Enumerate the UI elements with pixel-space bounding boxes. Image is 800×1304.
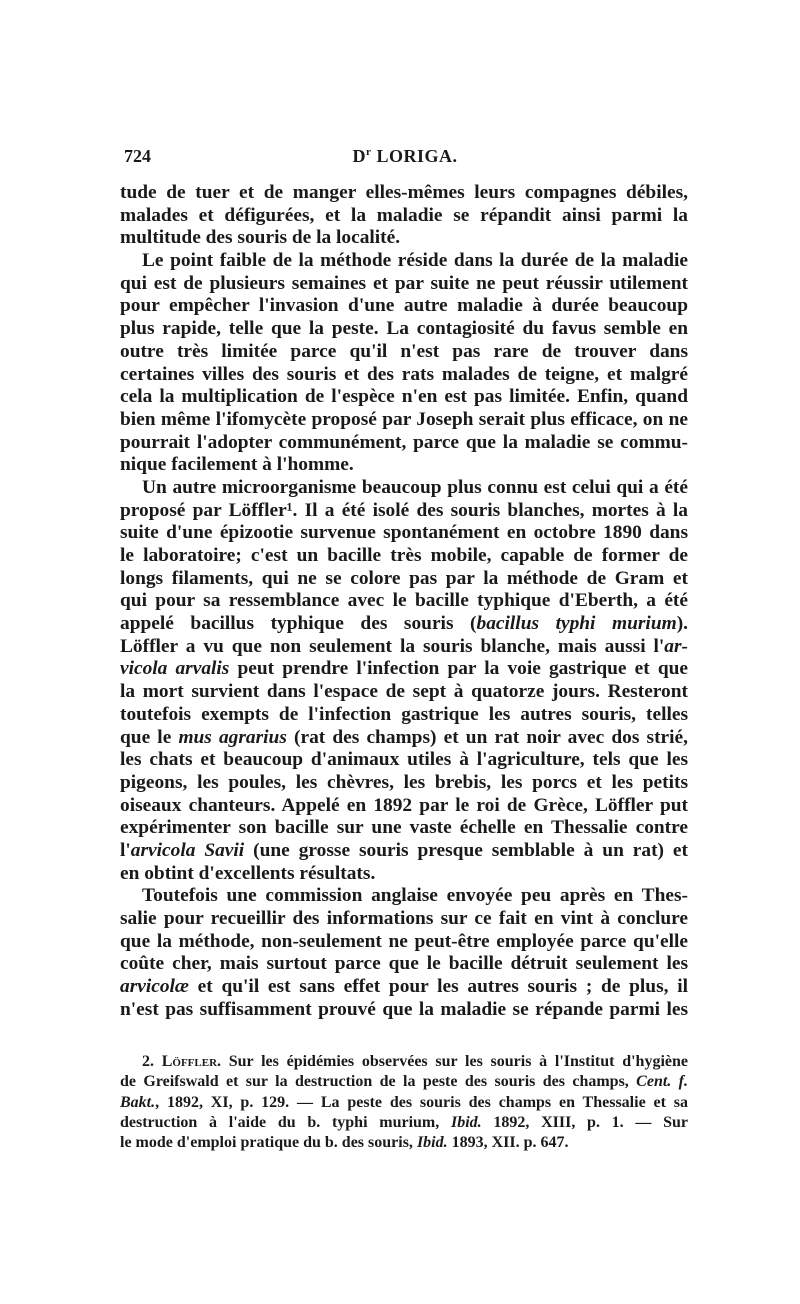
italic-term: bacillus typhi murium — [476, 613, 677, 635]
text-run: l' — [120, 839, 131, 861]
text-line: plus rapide, telle que la peste. La contagiosité du favus semble en — [120, 318, 688, 340]
text-line: suite d'une épizootie survenue spontanément en octobre 1890 dans — [120, 522, 688, 544]
text-run: , 1892, XI, p. 129. — La peste des souris des champs en Thessalie et sa — [155, 1093, 688, 1111]
footnote-line — [120, 1052, 688, 1072]
body-text — [120, 182, 688, 1021]
italic-term: Ibid. — [450, 1113, 482, 1131]
text-run: . Sur les épidémies observées sur les souris à l'Institut d'hygiène — [217, 1053, 688, 1070]
text-run: (une grosse souris presque semblable à un rat) et — [244, 839, 688, 861]
text-run: le mode d'emploi pratique du b. des souris, — [120, 1134, 417, 1152]
text-run: ). — [676, 613, 688, 635]
italic-term: Bakt. — [120, 1093, 156, 1111]
footnote — [120, 1052, 688, 1153]
text-line: les chats et beaucoup d'animaux utiles à l'agriculture, tels que les — [120, 749, 688, 771]
text-line: expérimenter son bacille sur une vaste échelle en Thessalie contre — [120, 817, 688, 839]
running-head-prefix: D — [352, 146, 367, 166]
italic-term: ar- — [664, 635, 688, 657]
italic-term: arvicolæ — [120, 976, 189, 998]
page-number: 724 — [124, 146, 151, 166]
text-line: que la méthode, non-seulement ne peut-être employée parce qu'elle — [120, 930, 688, 952]
italic-term: arvicola Savii — [130, 839, 245, 861]
text-line: en obtint d'excellents résultats. — [120, 862, 376, 884]
text-line: qui est de plusieurs semaines et par suite ne peut réussir utilement — [120, 272, 688, 294]
italic-term: Cent. f. — [636, 1073, 688, 1091]
paragraph-start: Toutefois une commission anglaise envoyée peu après en Thes- — [142, 885, 688, 907]
text-run: 1893, XII. p. 647. — [447, 1134, 569, 1152]
text-line: oiseaux chanteurs. Appelé en 1892 par le roi de Grèce, Löffler put — [120, 794, 688, 816]
footnote-line — [120, 1072, 688, 1092]
text-line: nique facilement à l'homme. — [120, 454, 354, 476]
italic-term: vicola arvalis — [120, 658, 230, 680]
text-run: 1892, XIII, p. 1. — Sur — [481, 1113, 688, 1131]
text-line: tude de tuer et de manger elles-mêmes leurs compagnes débiles, — [120, 182, 688, 203]
text-line: n'est pas suffisamment prouvé que la maladie se répande parmi les — [120, 998, 688, 1020]
text-line — [120, 840, 688, 863]
text-run: Löffler a vu que non seulement la souris blanche, mais aussi l' — [120, 635, 665, 657]
text-line: longs filaments, qui ne se colore pas par la méthode de Gram et — [120, 567, 688, 589]
footnote-line — [120, 1133, 688, 1153]
text-line: pourrait l'adopter communément, parce que la maladie se commu- — [120, 431, 688, 453]
text-line — [120, 636, 688, 659]
text-line: qui pour sa ressemblance avec le bacille typhique d'Eberth, a été — [120, 590, 688, 612]
text-run: et qu'il est sans effet pour les autres souris ; de plus, il — [188, 976, 688, 998]
text-run: destruction à l'aide du b. typhi murium, — [120, 1113, 451, 1131]
footnote-line — [120, 1113, 688, 1133]
italic-term: Ibid. — [416, 1134, 448, 1152]
text-line: bien même l'ifomycète proposé par Joseph serait plus efficace, on ne — [120, 408, 688, 430]
text-line: le laboratoire; c'est un bacille très mobile, capable de former de — [120, 545, 688, 567]
page-header — [124, 146, 686, 170]
footnote-line — [120, 1093, 688, 1113]
text-line: multitude des souris de la localité. — [120, 227, 401, 249]
text-line — [120, 727, 688, 750]
running-head-sup: r — [366, 146, 372, 158]
text-run: appelé bacillus typhique des souris ( — [120, 613, 477, 635]
text-line: malades et défigurées, et la maladie se répandit ainsi parmi la — [120, 204, 688, 226]
text-line: la mort survient dans l'espace de sept à quatorze jours. Resteront — [120, 681, 688, 703]
text-line: pour empêcher l'invasion d'une autre maladie à durée beaucoup — [120, 295, 688, 317]
text-run: de Greifswald et sur la destruction de la peste des souris des champs, — [120, 1073, 637, 1091]
running-head — [124, 146, 686, 167]
footnote-number: 2. — [142, 1053, 162, 1070]
text-line: cela la multiplication de l'espèce n'en est pas limitée. Enfin, quand — [120, 386, 688, 408]
text-run: peut prendre l'infection par la voie gastrique et que — [229, 658, 688, 680]
text-run: (rat des champs) et un rat noir avec dos strié, — [286, 726, 688, 748]
text-line: toutefois exempts de l'infection gastrique les autres souris, telles — [120, 703, 688, 725]
footnote-author: Löffler — [161, 1053, 218, 1070]
text-line: salie pour recueillir des informations sur ce fait en vint à conclure — [120, 908, 688, 930]
text-line — [120, 658, 688, 681]
text-line — [120, 613, 688, 636]
text-line: certaines villes des souris et des rats malades de teigne, et malgré — [120, 363, 688, 385]
paragraph-start: Le point faible de la méthode réside dans la durée de la maladie — [142, 250, 688, 272]
text-line: outre très limitée parce qu'il n'est pas rare de trouver dans — [120, 340, 688, 362]
running-head-name: LORIGA. — [371, 146, 458, 166]
paragraph-start: Un autre microorganisme beaucoup plus connu est celui qui a été — [142, 476, 688, 498]
text-run: que le — [120, 726, 179, 748]
italic-term: mus agrarius — [178, 726, 287, 748]
text-line — [120, 976, 688, 999]
text-line: coûte cher, mais surtout parce que le bacille détruit seulement les — [120, 953, 688, 975]
text-line: proposé par Löffler¹. Il a été isolé des souris blanches, mortes à la — [120, 499, 688, 521]
text-line: pigeons, les poules, les chèvres, les brebis, les porcs et les petits — [120, 771, 688, 793]
